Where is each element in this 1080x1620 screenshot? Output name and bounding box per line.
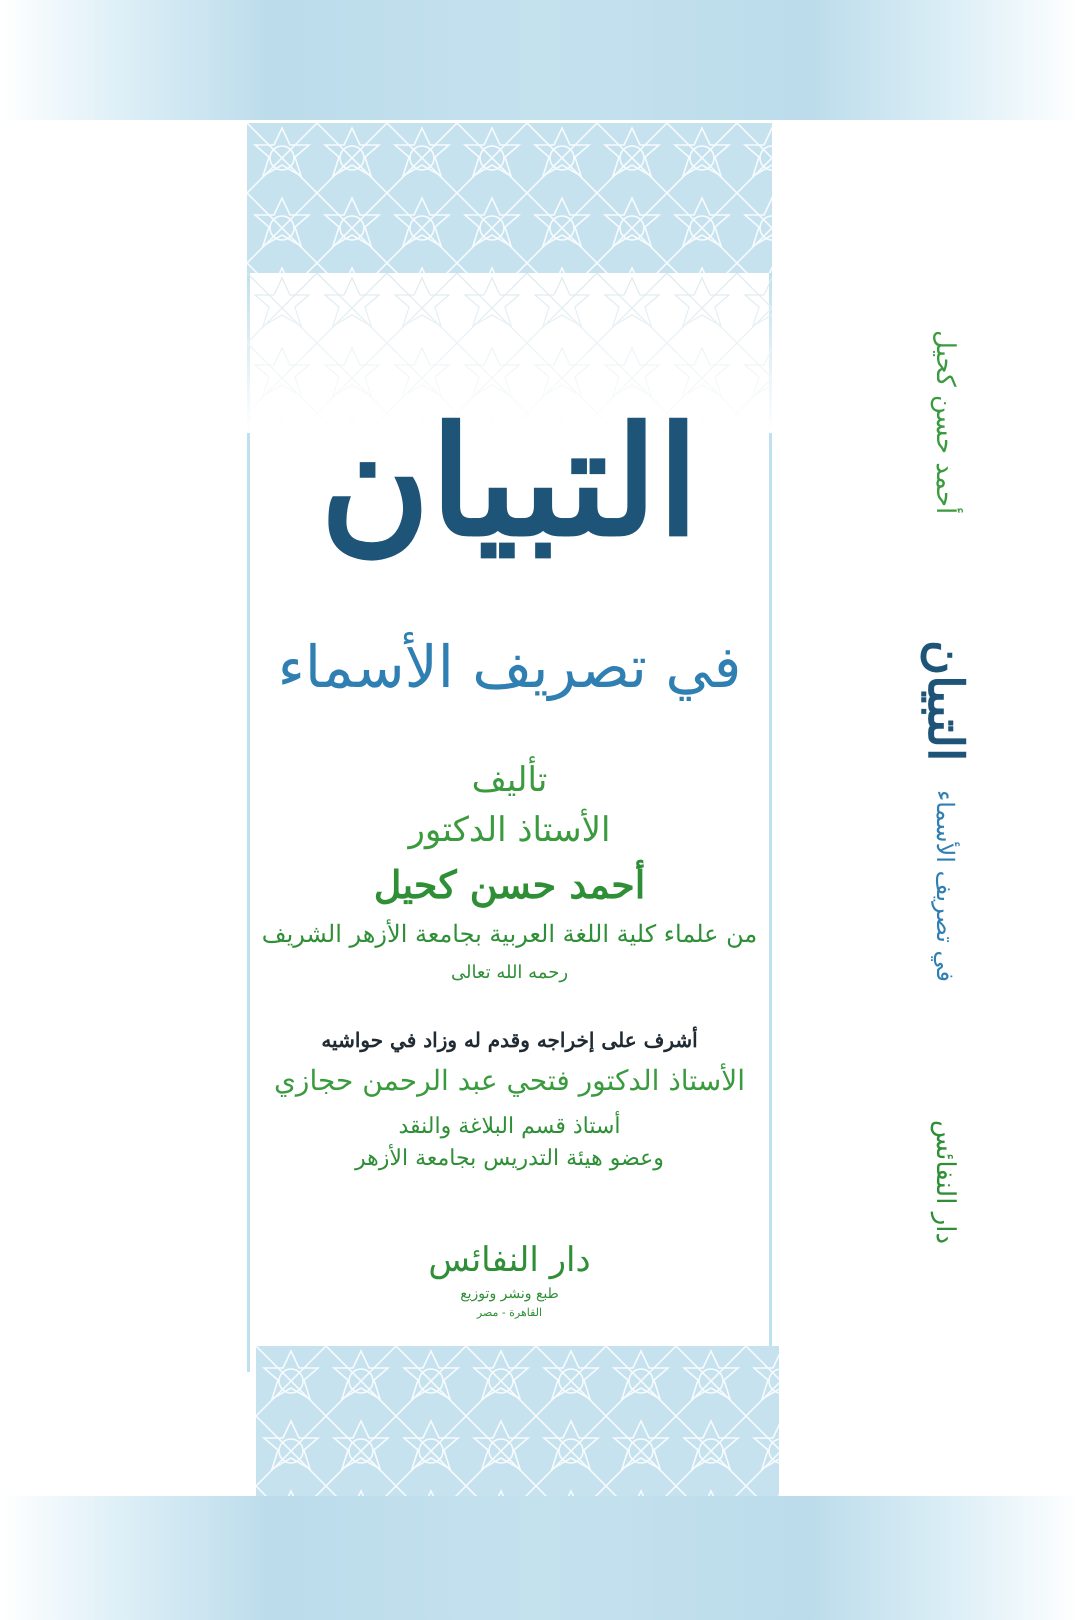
author-description: من علماء كلية اللغة العربية بجامعة الأزهر الشريف <box>261 920 758 948</box>
author-name: أحمد حسن كحيل <box>373 862 646 907</box>
spine-publisher: دار النفائس <box>930 1120 960 1245</box>
top-background-band <box>0 0 1080 120</box>
book-title: التبيان <box>319 394 700 570</box>
author-prefix: الأستاذ الدكتور <box>408 810 611 850</box>
spine-title: التبيان <box>917 640 973 762</box>
spine-author: أحمد حسن كحيل <box>930 330 960 515</box>
author-rip: رحمه الله تعالى <box>450 962 569 983</box>
supervisor-desc-1: أستاذ قسم البلاغة والنقد <box>398 1114 621 1139</box>
book-subtitle: في تصريف الأسماء <box>277 633 742 701</box>
supervisor-name: الأستاذ الدكتور فتحي عبد الرحمن حجازي <box>274 1064 745 1097</box>
top-geometric-pattern <box>247 123 772 273</box>
supervisor-desc-2: وعضو هيئة التدريس بجامعة الأزهر <box>355 1146 664 1171</box>
publisher-name: دار النفائس <box>428 1240 591 1280</box>
publisher-location: القاهرة - مصر <box>476 1306 543 1319</box>
spine-subtitle: في تصريف الأسماء <box>931 790 959 982</box>
bottom-background-band <box>0 1496 1080 1620</box>
supervisor-label: أشرف على إخراجه وقدم له وزاد في حواشيه <box>321 1028 698 1052</box>
book-spine <box>900 330 990 1260</box>
author-label: تأليف <box>471 760 548 800</box>
bottom-geometric-pattern <box>256 1346 779 1496</box>
publisher-services: طبع ونشر وتوزيع <box>460 1286 559 1302</box>
